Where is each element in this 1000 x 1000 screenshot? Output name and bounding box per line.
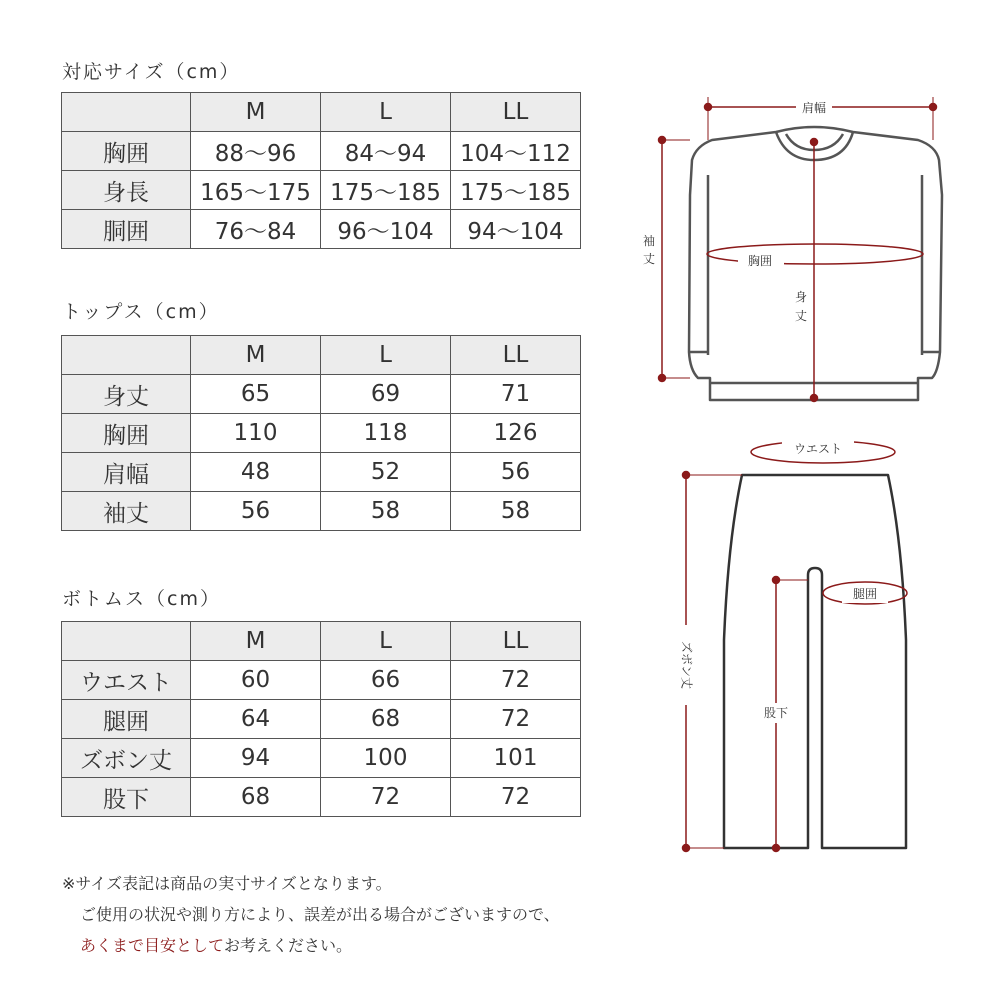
table-cell: 69 — [321, 375, 451, 414]
note-line-2: ご使用の状況や測り方により、誤差が出る場合がございますので、 — [80, 905, 560, 924]
table-cell: 56 — [191, 492, 321, 531]
column-header: LL — [451, 622, 581, 661]
table-cell: 104〜112 — [451, 132, 581, 171]
table-cell: 48 — [191, 453, 321, 492]
inseam-label: 股下 — [763, 706, 789, 720]
table-cell: 65 — [191, 375, 321, 414]
table-cell: 52 — [321, 453, 451, 492]
table-cell: 94 — [191, 739, 321, 778]
table-cell: 58 — [321, 492, 451, 531]
column-header: M — [191, 93, 321, 132]
sleeve-length-label-2: 丈 — [642, 252, 656, 266]
column-header: L — [321, 93, 451, 132]
row-label: 肩幅 — [62, 453, 191, 492]
table-cell: 66 — [321, 661, 451, 700]
table-cell: 56 — [451, 453, 581, 492]
column-header: M — [191, 622, 321, 661]
sleeve-length-label-1: 袖 — [642, 234, 656, 248]
table-cell: 72 — [321, 778, 451, 817]
row-label: 胸囲 — [62, 414, 191, 453]
table-cell: 76〜84 — [191, 210, 321, 249]
column-header: LL — [451, 93, 581, 132]
column-header: L — [321, 336, 451, 375]
row-label: 身長 — [62, 171, 191, 210]
table-cell: 68 — [191, 778, 321, 817]
row-label: 胸囲 — [62, 132, 191, 171]
table-cell: 71 — [451, 375, 581, 414]
row-label: 身丈 — [62, 375, 191, 414]
column-header: L — [321, 622, 451, 661]
table-cell: 165〜175 — [191, 171, 321, 210]
table-cell: 64 — [191, 700, 321, 739]
column-header: LL — [451, 336, 581, 375]
table-cell: 58 — [451, 492, 581, 531]
pants-length-label: ズボン丈 — [679, 640, 694, 690]
table-cell: 101 — [451, 739, 581, 778]
row-label: 腿囲 — [62, 700, 191, 739]
table-cell: 175〜185 — [321, 171, 451, 210]
row-label: 胴囲 — [62, 210, 191, 249]
table-cell: 60 — [191, 661, 321, 700]
table-cell: 72 — [451, 778, 581, 817]
body-length-label-2: 丈 — [794, 309, 808, 323]
row-label: ウエスト — [62, 661, 191, 700]
bottom-measure-lines — [683, 441, 908, 852]
body-size-title: 対応サイズ（cm） — [62, 61, 241, 83]
table-cell: 88〜96 — [191, 132, 321, 171]
pants-outline — [724, 475, 906, 848]
tops-size-title: トップス（cm） — [62, 301, 220, 323]
note-emphasis: あくまで目安として — [80, 936, 225, 955]
table-cell: 100 — [321, 739, 451, 778]
table-cell: 118 — [321, 414, 451, 453]
shoulder-width-label: 肩幅 — [801, 101, 827, 115]
thigh-label: 腿囲 — [852, 587, 878, 601]
table-cell: 110 — [191, 414, 321, 453]
table-cell: 72 — [451, 661, 581, 700]
table-cell: 126 — [451, 414, 581, 453]
table-cell: 175〜185 — [451, 171, 581, 210]
table-cell: 72 — [451, 700, 581, 739]
row-label: ズボン丈 — [62, 739, 191, 778]
chest-label: 胸囲 — [747, 254, 773, 268]
table-cell: 84〜94 — [321, 132, 451, 171]
bottoms-size-title: ボトムス（cm） — [62, 588, 221, 610]
waist-label: ウエスト — [793, 442, 843, 456]
body-length-label-1: 身 — [794, 290, 808, 304]
row-label: 袖丈 — [62, 492, 191, 531]
table-cell: 68 — [321, 700, 451, 739]
table-cell: 94〜104 — [451, 210, 581, 249]
note-rest: お考えください。 — [224, 936, 353, 955]
table-cell: 96〜104 — [321, 210, 451, 249]
note-line-1: ※サイズ表記は商品の実寸サイズとなります。 — [62, 874, 392, 893]
row-label: 股下 — [62, 778, 191, 817]
column-header: M — [191, 336, 321, 375]
